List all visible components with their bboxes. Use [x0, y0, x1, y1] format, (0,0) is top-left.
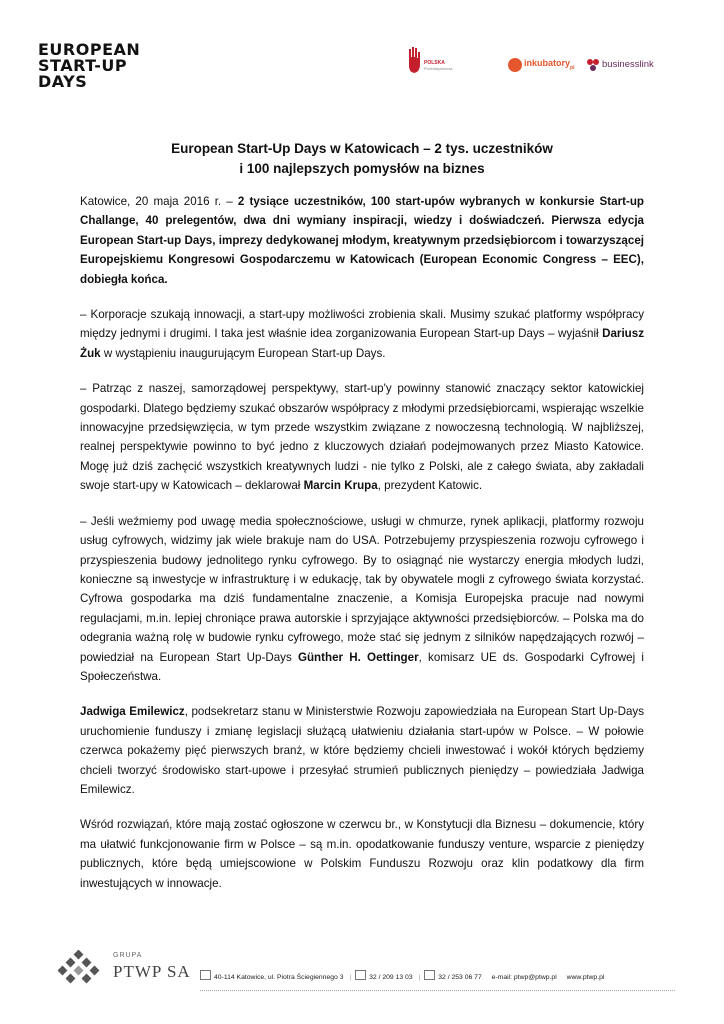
page-title: [80, 139, 644, 179]
paragraph-lead: Katowice, 20 maja 2016 r. – 2 tysiące uczestników, 100 start-upów wybranych w konkursie Start-up Challange, 40 prelegentów, dwa dni wymiany inspiracji, wiedzy i doświadczeń. Pierwsza edycja European Start-up Days, imprezy dedykowanej młodym, kreatywnym przedsiębiorcom i towarzyszącej Europejskiemu Kongresowi Gospodarczemu w Katowicach (European Economic Congress – EEC), dobiegła końca.: [80, 195, 644, 286]
polska-label: POLSKA: [424, 60, 445, 66]
fax: 32 / 253 06 77: [438, 974, 482, 981]
logo-line-3: DAYS: [38, 72, 88, 91]
email: e-mail: ptwp@ptwp.pl: [491, 974, 557, 981]
fax-icon: [424, 970, 435, 980]
title-line-2: i 100 najlepszych pomysłów na biznes: [239, 161, 485, 176]
address: 40-114 Katowice, ul. Piotra Ściegiennego 3: [214, 974, 344, 981]
phone: 32 / 209 13 03: [369, 974, 413, 981]
paragraph-emilewicz: Jadwiga Emilewicz, podsekretarz stanu w Ministerstwie Rozwoju zapowiedziała na European Start Up-Days uruchomienie funduszy i zmianę legislacji służącą ułatwieniu działania start-upów w Polsce. – W połowie czerwca pokażemy pięć pierwszych branż, w które będziemy chcieli inwestować i wokół których będziemy chcieli tworzyć środowisko start-upowe i przesyłać strumień publicznych pieniędzy – powiedziała Jadwiga Emilewicz.: [80, 705, 645, 796]
website: www.ptwp.pl: [566, 974, 605, 981]
businesslink-icon: [586, 58, 600, 72]
businesslink-logo: [586, 56, 654, 74]
article-body: [80, 192, 644, 909]
ptwp-diamond-icon: [55, 950, 105, 986]
paragraph-oettinger-quote: – Jeśli weźmiemy pod uwagę media społecznościowe, usługi w chmurze, rynek aplikacji, platformy rozwoju usług cyfrowych, widzimy jak wiele brakuje nam do USA. Potrzebujemy przyspieszenia rozwoju cyfrowego i przyspieszenia budowy jednolitego rynku cyfrowego. By to osiągnąć nie wystarczy energia młodych ludzi, konieczne są inwestycje w infrastrukturę i w edukację, tak by obywatele mogli z cyfrowego świata korzystać. Cyfrowa gospodarka ma dziś fundamentalne znaczenie, a Komisja Europejska pracuje nad nowymi regulacjami, m.in. lepiej chroniące prawa autorskie i sprzyjające aktywności przedsiębiorców. – Polska ma do odegrania ważną rolę w budowie rynku cyfrowego, może stać się jednym z silników napędzających rozwój – powiedział na European Start Up-Days Günther H. Oettinger, komisarz UE ds. Gospodarki Cyfrowej i Społeczeństwa.: [80, 514, 644, 683]
inkubatory-circle-icon: [508, 58, 522, 72]
group-name: PTWP SA: [113, 962, 191, 981]
businesslink-label: businesslink: [602, 59, 654, 71]
title-line-1: European Start-Up Days w Katowicach – 2 tys. uczestników: [171, 141, 553, 156]
footer: [55, 950, 675, 990]
polska-przedsiebiorcza-logo: [406, 44, 486, 80]
group-label: GRUPA: [113, 952, 143, 959]
inkubatory-label: inkubatory$_{pl}$: [524, 58, 575, 72]
contact-line: 40-114 Katowice, ul. Piotra Ściegiennego 3 | 32 / 209 13 03 | 32 / 253 06 77 e-mail: ptwp@ptwp.pl www.ptwp.pl: [200, 970, 604, 981]
phone-icon: [355, 970, 366, 980]
polska-sublabel: Przedsiębiorcza: [424, 66, 453, 71]
footer-divider: [200, 990, 675, 991]
european-start-up-days-logo: [38, 42, 140, 90]
logo-line-2: START-UP: [38, 56, 128, 75]
logo-line-1: EUROPEAN: [38, 40, 141, 59]
paragraph-krupa-quote: – Patrząc z naszej, samorządowej perspektywy, start-up'y powinny stanowić znaczący sektor katowickiej gospodarki. Dlatego będziemy szukać obszarów współpracy z młodymi przedsiębiorcami, wspierając wszelkie innowacyjne przedsięwzięcia, w tym przede wszystkim związane z nowoczesną technologią. W najbliższej, realnej perspektywie powinno to być jedno z kluczowych działań podejmowanych przez Miasto Katowice. Mogę już dziś zachęcić wszystkich kreatywnych ludzi - nie tylko z Polski, ale z całego świata, aby zakładali swoje start-upy w Katowicach – deklarował Marcin Krupa, prezydent Katowic.: [80, 382, 644, 493]
inkubatory-logo: [508, 56, 574, 72]
paragraph-zuk-quote: – Korporacje szukają innowacji, a start-upy możliwości zrobienia skali. Musimy szukać platformy współpracy między jednymi i drugimi. I taka jest właśnie idea zorganizowania European Start-up Days – wyjaśnił Dariusz Żuk w wystąpieniu inaugurującym European Start-up Days.: [80, 308, 644, 360]
hand-icon: [406, 46, 424, 76]
envelope-icon: [200, 970, 211, 980]
paragraph-konstytucja: Wśród rozwiązań, które mają zostać ogłoszone w czerwcu br., w Konstytucji dla Biznesu – dokumencie, który ma ułatwić funkcjonowanie firm w Polsce – są m.in. opodatkowanie funduszy venture, wsparcie z pieniędzy publicznych, które będą umiejscowione w Polskim Funduszu Rozwoju oraz klin podatkowy dla firm inwestujących w innowacje.: [80, 818, 644, 890]
